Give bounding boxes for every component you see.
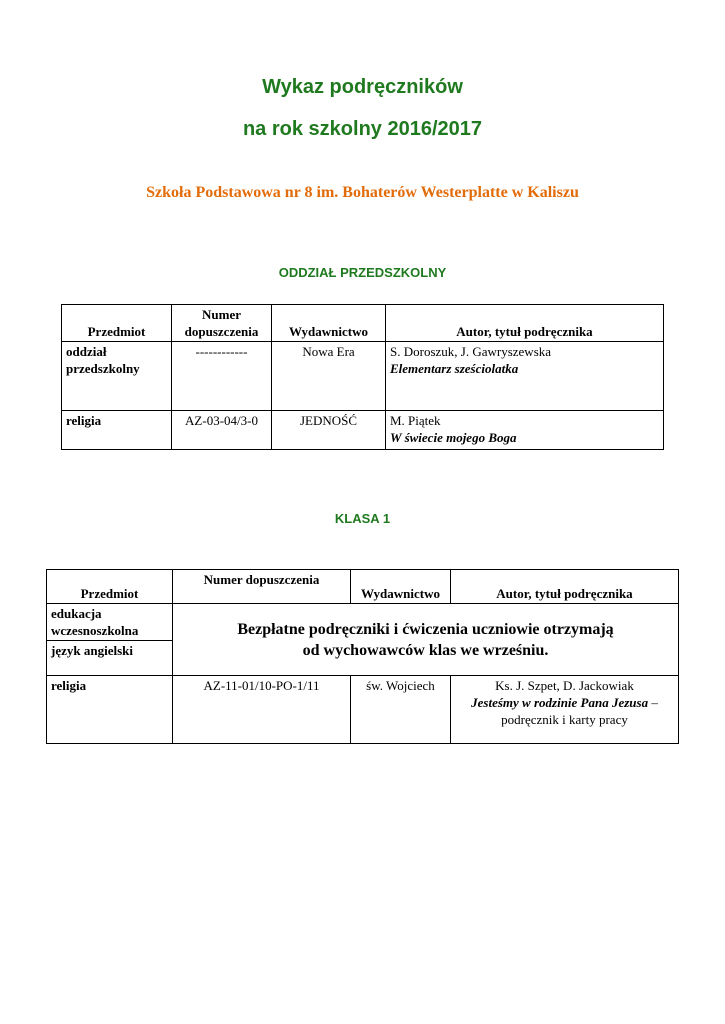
approval-number-cell: ------------ (172, 342, 272, 411)
column-header: Numer dopuszczenia (172, 305, 272, 342)
section-heading-class-1: KLASA 1 (334, 511, 391, 526)
subject-cell: religia (62, 411, 172, 450)
approval-number-cell: AZ-03-04/3-0 (172, 411, 272, 450)
column-header: Autor, tytuł podręcznika (386, 305, 664, 342)
table-row (47, 676, 679, 744)
book-title: W świecie mojego Boga (390, 430, 517, 445)
free-books-note-line: od wychowawców klas we wrześniu. (302, 641, 549, 659)
table-header-row (62, 305, 664, 342)
author-text: S. Doroszuk, J. Gawryszewska (390, 344, 552, 359)
publisher-cell: Nowa Era (272, 342, 386, 411)
author-title-cell (386, 342, 664, 411)
author-title-cell (386, 411, 664, 450)
subject-cell: język angielski (47, 641, 173, 676)
table-row (62, 342, 664, 411)
subject-text: przedszkolny (66, 361, 140, 376)
column-header: Wydawnictwo (272, 305, 386, 342)
approval-number-cell: AZ-11-01/10-PO-1/11 (173, 676, 351, 744)
section-heading-preschool: ODDZIAŁ PRZEDSZKOLNY (278, 265, 447, 280)
subject-cell (62, 342, 172, 411)
table-row (47, 604, 679, 641)
column-header: Przedmiot (47, 570, 173, 604)
table-row (62, 411, 664, 450)
book-description: – podręcznik i karty pracy (501, 695, 658, 727)
class-1-books-table (46, 569, 679, 744)
subject-cell: religia (47, 676, 173, 744)
column-header: Wydawnictwo (351, 570, 451, 604)
author-title-cell (451, 676, 679, 744)
school-name: Szkoła Podstawowa nr 8 im. Bohaterów Westerplatte w Kaliszu (146, 184, 579, 201)
document-title: Wykaz podręczników (262, 76, 463, 98)
free-books-note-line: Bezpłatne podręczniki i ćwiczenia uczniowie otrzymają (237, 620, 614, 638)
author-text: M. Piątek (390, 413, 441, 428)
column-header: Autor, tytuł podręcznika (451, 570, 679, 604)
book-title: Jesteśmy w rodzinie Pana Jezusa (471, 695, 649, 710)
author-text: Ks. J. Szpet, D. Jackowiak (495, 678, 634, 693)
publisher-cell: św. Wojciech (351, 676, 451, 744)
publisher-cell: JEDNOŚĆ (272, 411, 386, 450)
table-header-row (47, 570, 679, 604)
document-subtitle: na rok szkolny 2016/2017 (242, 118, 483, 140)
column-header (173, 570, 351, 604)
book-title: Elementarz sześciolatka (390, 361, 519, 376)
subject-cell: edukacja wczesnoszkolna (47, 604, 173, 641)
column-header: Przedmiot (62, 305, 172, 342)
preschool-books-table (61, 304, 664, 450)
subject-text: oddział (66, 344, 107, 359)
free-books-note (173, 604, 679, 676)
column-header-text: Numer dopuszczenia (203, 572, 320, 587)
